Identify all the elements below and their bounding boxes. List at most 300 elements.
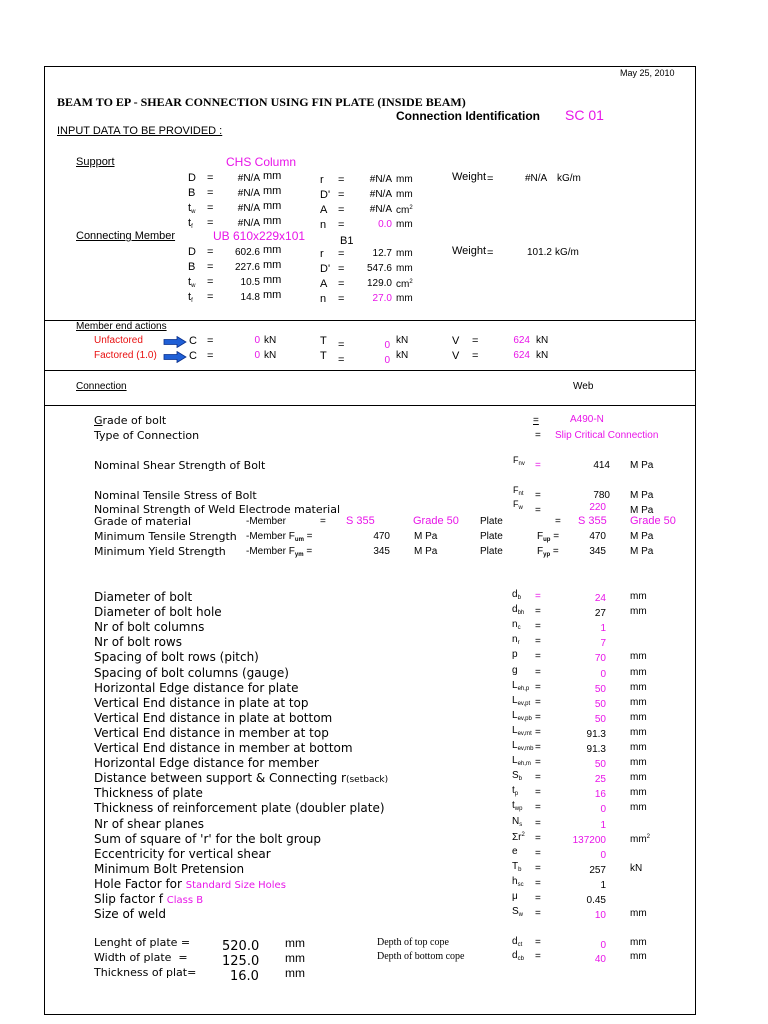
param-symbol: $h_{sc}$ — [512, 875, 524, 888]
param-symbol: $t_p$ — [512, 785, 519, 798]
member-prop-unit-2: mm — [396, 293, 413, 304]
support-prop-unit: mm — [263, 215, 282, 227]
support-prop-unit: mm — [263, 200, 282, 212]
nominal-tensile-eq: = — [535, 490, 541, 501]
plate-thickness-unit: mm — [285, 966, 305, 980]
param-label: Vertical End distance in plate at bottom — [94, 710, 333, 725]
connection-id-label: Connection Identification — [396, 109, 540, 123]
compression-symbol: C — [189, 335, 197, 347]
param-label: Thickness of plate — [94, 786, 203, 801]
member-prop-label: B — [188, 261, 196, 273]
param-eq: = — [535, 742, 541, 753]
min-tensile-member-unit: M Pa — [414, 531, 438, 542]
tension-symbol: T — [320, 350, 327, 362]
param-value: 7 — [600, 638, 606, 650]
nominal-tensile-unit: M Pa — [630, 490, 654, 501]
member-prop-label-2: D' — [320, 263, 331, 275]
member-prop-value-2: 27.0 — [372, 293, 392, 304]
param-symbol: $L_{eh,p}$ — [512, 679, 530, 692]
superscript: 2 — [521, 831, 525, 838]
tension-eq: = — [338, 354, 345, 366]
member-grade-value-2: Grade 50 — [413, 515, 459, 527]
connection-id-value: SC 01 — [565, 107, 604, 123]
param-value: 0.45 — [586, 895, 606, 906]
support-weight-eq: = — [487, 173, 494, 185]
min-tensile-label: Minimum Tensile Strength — [94, 530, 237, 543]
arrow-right-icon — [163, 350, 187, 362]
param-value: 257 — [589, 864, 606, 876]
arrow-right-icon — [163, 335, 187, 347]
support-prop-label-2: A — [320, 204, 328, 216]
param-label: Nr of bolt columns — [94, 620, 205, 635]
param-symbol: $L_{ev,pt}$ — [512, 694, 531, 707]
support-prop-unit-2: $cm^2$ — [396, 205, 413, 216]
action-row-label: Unfactored — [94, 335, 143, 346]
subscript: w — [518, 912, 524, 919]
param-eq: = — [535, 893, 541, 904]
param-unit: kN — [630, 862, 643, 874]
compression-value: 0 — [254, 335, 260, 346]
param-symbol: $n_r$ — [512, 634, 520, 647]
param-value: 25 — [594, 774, 606, 786]
plate-grade-value: S 355 — [578, 515, 607, 527]
subscript: ev,pb — [517, 715, 532, 722]
shear-eq: = — [472, 335, 479, 347]
param-unit: mm — [630, 772, 647, 784]
param-label: Vertical End distance in member at bottom — [94, 741, 353, 755]
param-unit: mm — [630, 802, 647, 814]
tension-value: 0 — [384, 340, 390, 351]
shear-symbol: V — [452, 350, 460, 362]
param-label: Nr of shear planes — [94, 816, 204, 831]
support-prop-unit-2: mm — [396, 189, 413, 200]
param-eq: = — [535, 666, 541, 678]
param-label: Spacing of bolt columns (gauge) — [94, 665, 289, 680]
param-unit: mm — [630, 651, 647, 663]
nominal-shear-symbol: $F_{nv}$ — [513, 455, 525, 467]
param-unit: mm — [630, 606, 647, 618]
plate-length-label: Lenght of plate = — [94, 936, 191, 949]
member-prop-unit-2: mm — [396, 263, 413, 274]
support-prop-unit: mm — [263, 185, 282, 197]
action-row-label: Factored (1.0) — [94, 350, 157, 361]
member-prop-label-2: n — [320, 293, 327, 305]
support-prop-label-2: r — [320, 174, 324, 186]
param-value: 1 — [600, 623, 606, 635]
subscript: ev,mt — [517, 730, 532, 737]
setback-note: (setback) — [345, 775, 389, 786]
input-heading: INPUT DATA TO BE PROVIDED : — [57, 125, 223, 137]
shear-symbol: V — [452, 335, 460, 347]
param-eq: = — [535, 621, 541, 633]
subscript: p — [514, 791, 519, 798]
param-label: Diameter of bolt — [94, 590, 193, 604]
param-unit: mm — [630, 591, 647, 602]
report-title: BEAM TO EP - SHEAR CONNECTION USING FIN PLATE (INSIDE BEAM) — [57, 95, 466, 109]
bottom-cope-label: Depth of bottom cope — [377, 951, 465, 962]
param-eq: = — [535, 832, 541, 844]
min-yield-member-label: -Member $F_{ym}$ = — [246, 546, 313, 558]
min-tensile-plate-symbol: $F_{up}$ = — [537, 531, 560, 543]
param-label: Eccentricity for vertical shear — [94, 846, 271, 861]
member-prop-eq: = — [207, 291, 214, 303]
plate-length-text: Lenght of plate — [94, 936, 178, 949]
member-prop-unit: mm — [263, 244, 282, 256]
subscript: sc — [517, 881, 524, 888]
param-value: 27 — [594, 608, 606, 620]
param-label: Thickness of reinforcement plate (doubler plate) — [94, 801, 385, 816]
param-value: 70 — [594, 653, 606, 665]
hole-type-value: Standard Size Holes — [185, 879, 286, 891]
param-unit: mm — [630, 742, 647, 753]
param-label: Diameter of bolt hole — [94, 605, 222, 620]
param-value: 50 — [594, 713, 606, 725]
member-prop-unit-2: $cm^2$ — [396, 279, 413, 290]
bolt-grade-label-rest: rade of bolt — [102, 414, 167, 427]
support-prop-label-2: n — [320, 219, 327, 231]
param-eq: = — [535, 606, 541, 618]
param-eq: = — [535, 787, 541, 799]
param-value: 0 — [600, 804, 606, 816]
nominal-tensile-value: 780 — [593, 490, 610, 501]
param-eq: = — [535, 908, 541, 920]
min-yield-label: Minimum Yield Strength — [94, 545, 226, 558]
nominal-shear-unit: M Pa — [630, 460, 654, 471]
nominal-shear-label: Nominal Shear Strength of Bolt — [94, 459, 266, 472]
member-prop-value: 10.5 — [240, 277, 260, 288]
grade-member-label: -Member — [246, 516, 287, 527]
param-symbol: $L_{ev,pb}$ — [512, 709, 532, 722]
tension-value: 0 — [384, 355, 390, 366]
support-prop-value-2: 0.0 — [378, 219, 392, 230]
grade-plate-eq: = — [555, 516, 561, 527]
subscript: s — [519, 821, 523, 828]
param-label: Size of weld — [94, 907, 166, 922]
weld-strength-eq: = — [535, 505, 541, 516]
support-prop-value-2: #N/A — [369, 204, 392, 215]
member-prop-value-2: 547.6 — [366, 263, 392, 274]
param-value: 1 — [600, 879, 606, 891]
member-prop-unit: mm — [263, 289, 282, 301]
support-heading: Support — [76, 156, 115, 168]
param-unit: mm — [630, 757, 647, 769]
param-symbol: $t_{wp}$ — [512, 800, 523, 813]
param-eq: = — [535, 802, 541, 814]
param-value: 10 — [594, 910, 606, 922]
param-value: 0 — [600, 849, 606, 861]
member-prop-eq-2: = — [338, 263, 345, 275]
param-value: 0 — [600, 668, 606, 680]
subscript: ev,pt — [517, 700, 531, 707]
connection-type-label: Type of Connection — [94, 429, 200, 442]
nominal-shear-eq: = — [535, 460, 541, 471]
compression-unit: kN — [264, 350, 277, 361]
superscript: 2 — [409, 279, 413, 285]
plate-length-unit: mm — [285, 936, 305, 950]
top-cope-eq: = — [535, 937, 541, 948]
support-prop-eq-2: = — [338, 219, 345, 231]
member-prop-eq: = — [207, 246, 214, 258]
param-symbol: μ — [512, 891, 518, 902]
param-symbol: $n_c$ — [512, 619, 521, 632]
min-yield-member-text: -Member — [246, 546, 287, 557]
top-cope-label: Depth of top cope — [377, 937, 449, 948]
member-prop-eq-2: = — [338, 248, 345, 260]
shear-unit: kN — [536, 350, 549, 361]
member-prop-unit: mm — [263, 259, 282, 271]
param-label: Horizontal Edge distance for member — [94, 756, 319, 771]
nominal-tensile-label: Nominal Tensile Stress of Bolt — [94, 489, 257, 502]
param-label: Slip factor f Class B — [94, 892, 204, 906]
support-weight-label: Weight — [452, 171, 487, 183]
member-prop-value: 602.6 — [234, 247, 260, 258]
tension-unit: kN — [396, 350, 409, 361]
subscript: f — [191, 298, 193, 304]
bottom-cope-eq: = — [535, 951, 541, 962]
compression-eq: = — [207, 350, 214, 362]
min-tensile-member-value: 470 — [373, 531, 390, 542]
min-yield-plate-label: Plate — [480, 546, 503, 557]
top-cope-unit: mm — [630, 937, 647, 948]
shear-unit: kN — [536, 335, 549, 346]
param-label: Horizontal Edge distance for plate — [94, 680, 299, 695]
report-date: May 25, 2010 — [620, 68, 675, 78]
param-symbol: $N_s$ — [512, 815, 523, 828]
param-label: Distance between support & Connecting r(setback) — [94, 771, 389, 786]
grade-material-label: Grade of material — [94, 515, 192, 528]
param-symbol: $\Sigma r^2$ — [512, 831, 525, 843]
param-unit: $mm^2$ — [630, 833, 651, 845]
weld-strength-symbol: $F_w$ — [513, 499, 523, 511]
param-symbol: $L_{eh,m}$ — [512, 755, 531, 768]
min-tensile-member-text: -Member — [246, 531, 287, 542]
subscript: wp — [514, 806, 523, 813]
member-prop-unit: mm — [263, 274, 282, 286]
param-symbol: $S_b$ — [512, 770, 523, 783]
min-tensile-member-label: -Member $F_{um}$ = — [246, 531, 313, 543]
support-prop-unit-2: mm — [396, 219, 413, 230]
compression-unit: kN — [264, 335, 277, 346]
nominal-shear-value: 414 — [593, 460, 610, 471]
param-value: 50 — [594, 698, 606, 710]
param-unit: mm — [630, 696, 647, 708]
support-weight-unit: kG/m — [557, 173, 581, 184]
divider-connection — [44, 370, 695, 371]
param-unit: mm — [630, 711, 647, 723]
support-prop-value: #N/A — [237, 188, 260, 199]
param-unit: mm — [630, 726, 647, 738]
member-prop-label: $t_w$ — [188, 276, 196, 289]
min-yield-plate-unit: M Pa — [630, 546, 654, 557]
plate-grade-value-2: Grade 50 — [630, 515, 676, 527]
support-prop-label-2: D' — [320, 189, 331, 201]
support-prop-value-2: #N/A — [369, 189, 392, 200]
tension-symbol: T — [320, 335, 327, 347]
member-prop-eq: = — [207, 276, 214, 288]
support-prop-eq: = — [207, 187, 214, 199]
param-eq: = — [535, 817, 541, 829]
param-eq: = — [535, 711, 541, 723]
subscript: b — [517, 595, 521, 601]
support-prop-label: B — [188, 187, 196, 199]
param-eq: = — [535, 877, 541, 889]
connection-heading: Connection — [76, 381, 127, 392]
support-prop-label: $t_f$ — [188, 217, 193, 230]
param-symbol: $L_{ev,mt}$ — [512, 724, 532, 737]
support-prop-eq-2: = — [338, 174, 345, 186]
param-value: 91.3 — [586, 744, 606, 755]
min-tensile-plate-label: Plate — [480, 531, 503, 542]
param-eq: = — [535, 772, 541, 784]
bolt-grade-eq: = — [533, 415, 539, 426]
bolt-grade-value: A490-N — [570, 414, 604, 425]
plate-width-text: Width of plate — [94, 951, 172, 964]
subscript: eh,p — [517, 685, 530, 692]
support-prop-eq: = — [207, 202, 214, 214]
plate-length-value: 520.0 — [222, 939, 260, 954]
subscript: r — [517, 640, 520, 647]
tension-eq: = — [338, 339, 345, 351]
support-prop-eq-2: = — [338, 204, 345, 216]
param-value: 50 — [594, 683, 606, 695]
member-prop-label-2: r — [320, 248, 324, 260]
param-value: 50 — [594, 759, 606, 771]
param-eq: = — [535, 847, 541, 859]
connection-type-eq: = — [535, 430, 541, 441]
param-label: Hole Factor for Standard Size Holes — [94, 876, 286, 891]
param-value: 91.3 — [586, 728, 606, 740]
connection-type: Web — [573, 381, 594, 392]
compression-eq: = — [207, 335, 214, 347]
param-symbol: $T_b$ — [512, 860, 522, 873]
param-value: 16 — [594, 789, 606, 801]
param-label: Spacing of bolt rows (pitch) — [94, 650, 259, 665]
param-symbol: g — [512, 664, 518, 676]
param-unit: mm — [630, 787, 647, 799]
tension-unit: kN — [396, 335, 409, 346]
member-prop-value-2: 12.7 — [372, 248, 392, 259]
member-prop-label: $t_f$ — [188, 291, 193, 304]
support-prop-unit: mm — [263, 170, 282, 182]
member-grade-value: S 355 — [346, 515, 375, 527]
param-eq: = — [535, 726, 541, 738]
shear-value: 624 — [513, 335, 530, 346]
member-prop-unit-2: mm — [396, 248, 413, 259]
support-prop-eq-2: = — [338, 189, 345, 201]
bottom-cope-value: 40 — [594, 954, 606, 965]
actions-heading: Member end actions — [76, 321, 167, 332]
subscript: w — [191, 283, 196, 289]
compression-value: 0 — [254, 350, 260, 361]
slip-class-value: Class B — [166, 895, 204, 906]
param-unit: mm — [630, 908, 647, 920]
support-weight-value: #N/A — [525, 173, 548, 184]
member-section: UB 610x229x101 — [213, 229, 306, 243]
member-weight-value: 101.2 — [526, 247, 552, 258]
member-tag: B1 — [340, 235, 354, 247]
min-yield-member-unit: M Pa — [414, 546, 438, 557]
grade-plate-label: Plate — [480, 516, 503, 527]
param-eq: = — [535, 862, 541, 874]
subscript: ev,mb — [517, 746, 534, 752]
support-prop-value: #N/A — [237, 218, 260, 229]
min-yield-plate-symbol: $F_{yp}$ = — [537, 546, 559, 558]
param-eq: = — [535, 757, 541, 769]
member-prop-eq-2: = — [338, 278, 345, 290]
support-prop-eq: = — [207, 172, 214, 184]
weld-strength-label: Nominal Strength of Weld Electrode material — [94, 503, 341, 516]
member-prop-label: D — [188, 246, 196, 258]
compression-symbol: C — [189, 350, 197, 362]
support-prop-value: #N/A — [237, 203, 260, 214]
param-label: Vertical End distance in plate at top — [94, 695, 309, 710]
connection-type-value: Slip Critical Connection — [555, 430, 659, 441]
subscript: w — [191, 209, 196, 215]
top-cope-value: 0 — [600, 940, 606, 951]
member-prop-value: 14.8 — [240, 292, 260, 303]
member-prop-value: 227.6 — [234, 262, 260, 273]
support-prop-label: D — [188, 172, 196, 184]
param-eq: = — [535, 696, 541, 708]
param-unit: mm — [630, 666, 647, 678]
shear-value: 624 — [513, 350, 530, 361]
support-prop-value-2: #N/A — [369, 174, 392, 185]
support-prop-eq: = — [207, 217, 214, 229]
param-eq: = — [535, 651, 541, 663]
subscript: b — [518, 866, 522, 873]
bottom-cope-unit: mm — [630, 951, 647, 962]
param-eq: = — [535, 636, 541, 648]
plate-thickness-value: 16.0 — [230, 969, 259, 984]
member-prop-value-2: 129.0 — [366, 278, 392, 289]
subscript: f — [191, 224, 193, 230]
subscript: c — [517, 625, 521, 632]
param-eq: = — [535, 591, 541, 602]
min-tensile-plate-unit: M Pa — [630, 531, 654, 542]
weld-strength-value: 220 — [589, 502, 606, 513]
param-label: Minimum Bolt Pretension — [94, 861, 245, 876]
divider-bolts — [44, 405, 695, 406]
param-symbol: $L_{ev,mb}$ — [512, 740, 534, 752]
plate-width-value: 125.0 — [222, 954, 260, 969]
subscript: eh,m — [517, 761, 531, 768]
param-value: 24 — [594, 593, 606, 604]
bottom-cope-symbol: $d_{cb}$ — [512, 950, 524, 962]
subscript: b — [518, 776, 523, 783]
min-yield-plate-value: 345 — [589, 546, 606, 557]
min-tensile-plate-value: 470 — [589, 531, 606, 542]
param-label: Vertical End distance in member at top — [94, 725, 329, 740]
param-symbol: $S_w$ — [512, 906, 524, 919]
member-weight-unit: kG/m — [555, 247, 579, 258]
shear-eq: = — [472, 350, 479, 362]
support-type: CHS Column — [226, 155, 297, 169]
param-label: Nr of bolt rows — [94, 635, 182, 650]
plate-thickness-text: Thickness of plat — [94, 966, 188, 979]
support-prop-label: $t_w$ — [188, 202, 196, 215]
nominal-tensile-symbol: $F_{nt}$ — [513, 485, 524, 497]
param-symbol: e — [512, 845, 518, 857]
min-yield-member-value: 345 — [373, 546, 390, 557]
superscript: 2 — [409, 205, 413, 211]
top-border — [44, 66, 695, 67]
superscript: 2 — [646, 833, 651, 840]
param-symbol: $d_b$ — [512, 589, 521, 601]
param-value: 1 — [600, 819, 606, 831]
top-cope-symbol: $d_{ct}$ — [512, 936, 523, 948]
plate-thickness-label: Thickness of plat= — [94, 966, 197, 979]
weld-strength-unit: M Pa — [630, 505, 654, 516]
